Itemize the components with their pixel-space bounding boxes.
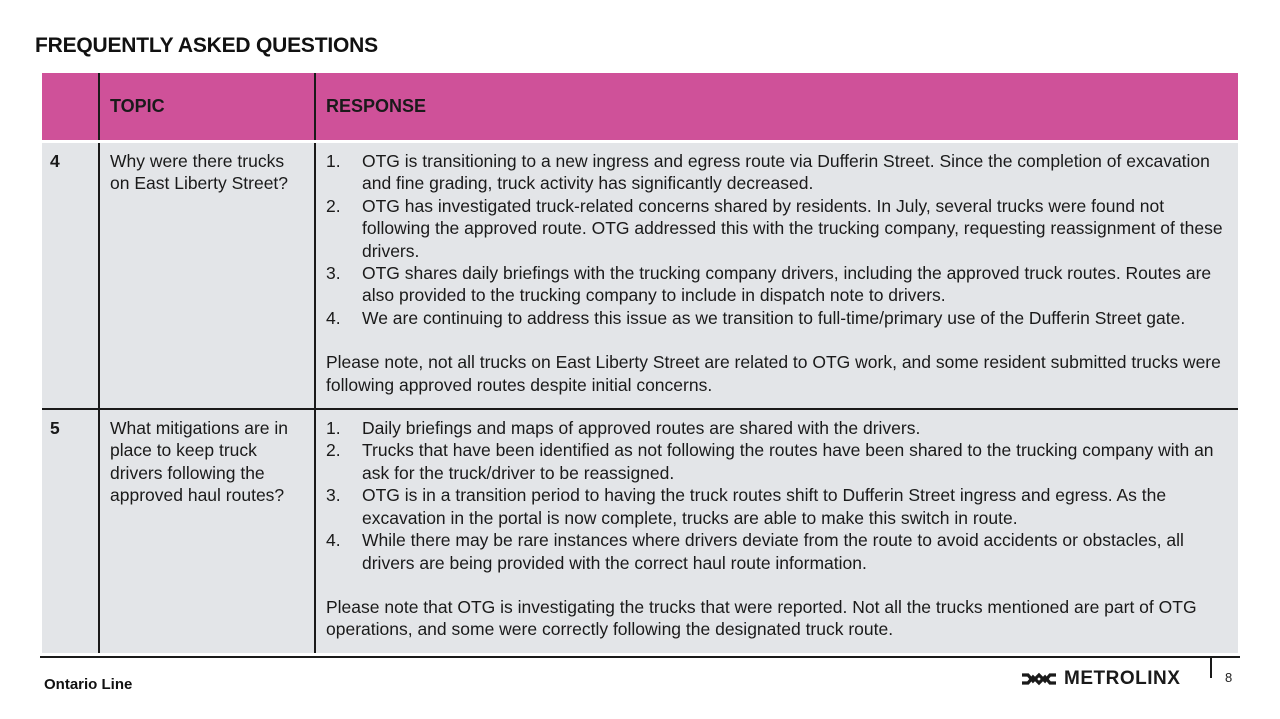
row-topic: Why were there trucks on East Liberty Street? <box>99 142 315 410</box>
list-item <box>326 529 1228 574</box>
faq-table <box>42 73 1238 653</box>
response-list <box>326 417 1228 574</box>
row-response <box>315 142 1238 410</box>
list-item <box>326 262 1228 307</box>
list-item-text: While there may be rare instances where drivers deviate from the route to avoid accidents or obstacles, all drivers are being provided with the correct haul route information. <box>362 530 1184 573</box>
table-header-row <box>42 73 1238 142</box>
row-number: 5 <box>42 409 99 653</box>
page-number: 8 <box>1225 670 1233 685</box>
response-note: Please note, not all trucks on East Liberty Street are related to OTG work, and some resident submitted trucks were following approved routes despite initial concerns. <box>326 352 1221 395</box>
list-item-text: Daily briefings and maps of approved routes are shared with the drivers. <box>362 418 921 439</box>
footer-divider <box>40 656 1240 658</box>
list-marker: 2. <box>326 195 341 216</box>
list-item-text: Trucks that have been identified as not following the routes have been shared to the trucking company with an ask for the truck/driver to be reassigned. <box>362 440 1214 483</box>
response-note: Please note that OTG is investigating the trucks that were reported. Not all the trucks mentioned are part of OTG operations, and some were correctly following the designated truck route. <box>326 596 1197 640</box>
list-item-text: OTG shares daily briefings with the trucking company drivers, including the approved truck routes. Routes are also provided to the trucking company to include in dispatch note to drivers. <box>362 263 1212 306</box>
row-response <box>315 409 1238 653</box>
list-item <box>326 150 1228 195</box>
header-number <box>42 73 99 142</box>
metrolinx-logo <box>1020 667 1180 691</box>
list-marker: 1. <box>326 151 341 171</box>
list-item-text: OTG is transitioning to a new ingress and egress route via Dufferin Street. Since the completion of excavation and fine grading, truck activity has significantly decreased. <box>362 151 1210 194</box>
row-topic: What mitigations are in place to keep truck drivers following the approved haul routes? <box>99 409 315 653</box>
list-item <box>326 439 1228 484</box>
list-item <box>326 484 1228 529</box>
header-response: RESPONSE <box>315 73 1238 142</box>
footer-vertical-rule <box>1210 658 1212 678</box>
header-topic: TOPIC <box>99 73 315 142</box>
list-item <box>326 195 1228 262</box>
list-marker: 3. <box>326 263 341 284</box>
list-item-text: We are continuing to address this issue as we transition to full-time/primary use of the Dufferin Street gate. <box>362 307 1186 328</box>
table-row <box>42 142 1238 410</box>
brand-name: METROLINX <box>1064 668 1181 689</box>
list-marker: 3. <box>326 485 341 506</box>
list-marker: 4. <box>326 307 341 328</box>
table-row <box>42 409 1238 653</box>
list-marker: 1. <box>326 418 341 439</box>
response-list <box>326 150 1228 329</box>
row-number: 4 <box>42 142 99 410</box>
list-item-text: OTG has investigated truck-related concerns shared by residents. In July, several trucks were found not following the approved route. OTG addressed this with the trucking company, requesting reassignment of these drivers. <box>362 195 1223 261</box>
list-item-text: OTG is in a transition period to having the truck routes shift to Dufferin Street ingress and egress. As the excavation in the portal is now complete, trucks are able to make this switch in route. <box>362 485 1167 528</box>
list-marker: 2. <box>326 440 341 461</box>
footer-project-name: Ontario Line <box>44 676 133 693</box>
page-title: FREQUENTLY ASKED QUESTIONS <box>35 34 378 57</box>
metrolinx-logo-icon <box>1020 669 1058 689</box>
list-marker: 4. <box>326 530 341 551</box>
list-item <box>326 417 1228 439</box>
list-item <box>326 307 1228 329</box>
